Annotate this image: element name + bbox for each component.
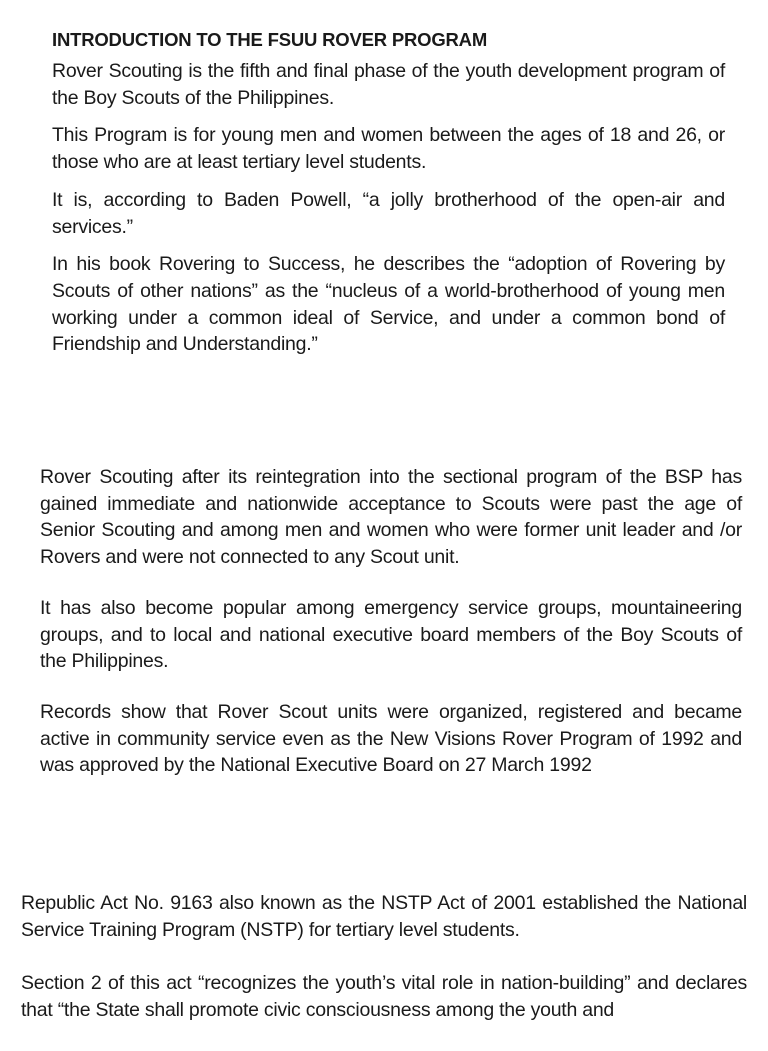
paragraph: Records show that Rover Scout units were organized, registered and became active in community service even as the New Visions Rover Program of 1992 and was approved by the National Executive Board on 27 March 1992 [40,700,742,777]
paragraph: Section 2 of this act “recognizes the youth’s vital role in nation-building” and declares that “the State shall promote civic consciousness among the youth and [21,972,747,1022]
section-heading: INTRODUCTION TO THE FSUU ROVER PROGRAM [52,29,488,50]
paragraph: It has also become popular among emergency service groups, mountaineering groups, and to local and national executive board members of the Boy Scouts of the Philippines. [40,596,742,673]
paragraph: Republic Act No. 9163 also known as the NSTP Act of 2001 established the National Service Training Program (NSTP) for tertiary level students. [21,892,747,941]
paragraph: In his book Rovering to Success, he describes the “adoption of Rovering by Scouts of other nations” as the “nucleus of a world-brotherhood of young men working under a common ideal of Service, and under a common bond of Friendship and Understanding.” [52,253,725,356]
paragraph: It is, according to Baden Powell, “a jolly brotherhood of the open-air and services.” [52,188,725,238]
intro-section [52,27,725,369]
history-section [40,464,742,803]
paragraph: Rover Scouting is the fifth and final phase of the youth development program of the Boy Scouts of the Philippines. [52,60,725,109]
nstp-section [21,890,747,1051]
paragraph: This Program is for young men and women between the ages of 18 and 26, or those who are at least tertiary level students. [52,124,725,174]
paragraph: Rover Scouting after its reintegration into the sectional program of the BSP has gained immediate and nationwide acceptance to Scouts were past the age of Senior Scouting and among men and women who were former unit leader and /or Rovers and were not connected to any Scout unit. [40,466,742,569]
